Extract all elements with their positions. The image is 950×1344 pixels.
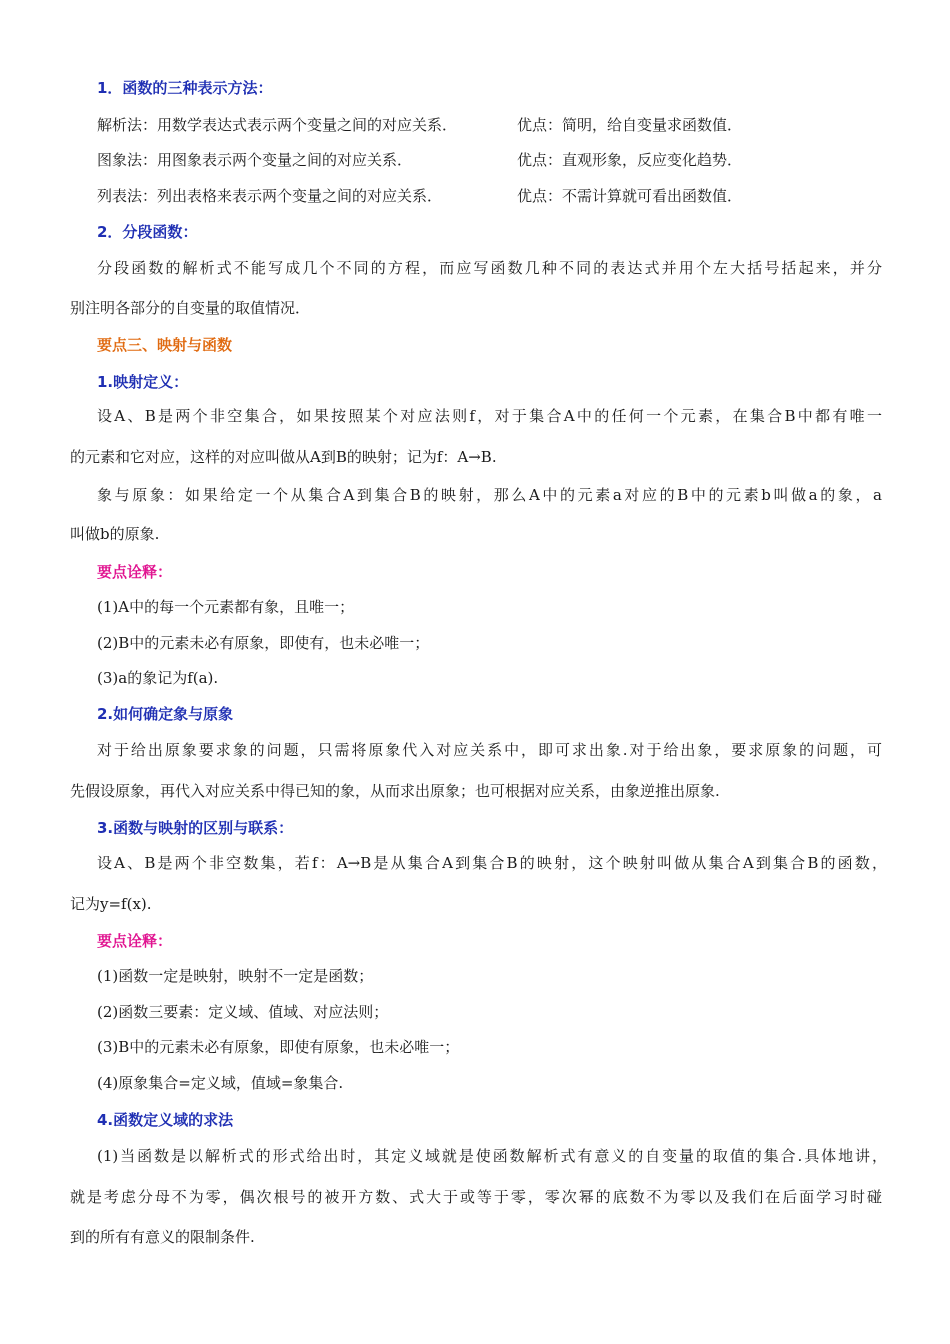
domain-method-line-3: 到的所有有意义的限制条件. <box>70 1228 255 1246</box>
function-mapping-line-2: 记为y=f(x). <box>70 895 152 913</box>
determine-image-heading: 2.如何确定象与原象 <box>97 705 234 723</box>
piecewise-paragraph-line-1: 分段函数的解析式不能写成几个不同的方程，而应写函数几种不同的表达式并用个左大括号括起来，并分 <box>97 259 882 277</box>
function-mapping-line-1: 设A、B是两个非空数集，若f：A→B是从集合A到集合B的映射，这个映射叫做从集合A到集合B的函数， <box>97 854 887 872</box>
mapping-definition-line-2: 的元素和它对应，这样的对应叫做从A到B的映射；记为f：A→B. <box>70 448 497 466</box>
key-point-three-heading: 要点三、映射与函数 <box>97 336 233 354</box>
determine-image-line-2: 先假设原象，再代入对应关系中得已知的象，从而求出原象；也可根据对应关系，由象逆推出原象. <box>70 782 720 800</box>
key-note-2-item-3: (3)B中的元素未必有原象，即使有原象，也未必唯一； <box>97 1038 460 1056</box>
key-note-2-item-2: (2)函数三要素：定义域、值域、对应法则； <box>97 1003 389 1021</box>
key-note-heading-2: 要点诠释： <box>97 932 173 950</box>
domain-method-line-2: 就是考虑分母不为零，偶次根号的被开方数、式大于或等于零，零次幂的底数不为零以及我们在后面学习时碰 <box>70 1188 882 1206</box>
domain-method-line-1: (1)当函数是以解析式的形式给出时，其定义域就是使函数解析式有意义的自变量的取值的集合.具体地讲， <box>97 1147 887 1165</box>
key-note-2-item-4: (4)原象集合=定义域，值域=象集合. <box>97 1074 344 1092</box>
mapping-definition-heading: 1.映射定义： <box>97 373 189 391</box>
method-table: 列表法：列出表格来表示两个变量之间的对应关系． <box>97 187 443 205</box>
method-graph-advantage: 优点：直观形象，反应变化趋势． <box>517 151 743 169</box>
key-note-1-item-1: (1)A中的每一个元素都有象，且唯一； <box>97 598 355 616</box>
domain-method-heading: 4.函数定义域的求法 <box>97 1111 234 1129</box>
determine-image-line-1: 对于给出原象要求象的问题，只需将原象代入对应关系中，即可求出象.对于给出象，要求原象的问题，可 <box>97 741 882 759</box>
mapping-definition-line-1: 设A、B是两个非空集合，如果按照某个对应法则f，对于集合A中的任何一个元素，在集合B中都有唯一 <box>97 407 882 425</box>
method-analytic-advantage: 优点：简明，给自变量求函数值． <box>517 116 743 134</box>
key-note-1-item-3: (3)a的象记为f(a). <box>97 669 219 687</box>
method-table-advantage: 优点：不需计算就可看出函数值． <box>517 187 743 205</box>
image-preimage-line-2: 叫做b的原象. <box>70 525 160 543</box>
method-analytic: 解析法：用数学表达式表示两个变量之间的对应关系． <box>97 116 458 134</box>
key-note-heading-1: 要点诠释： <box>97 563 173 581</box>
image-preimage-line-1: 象与原象：如果给定一个从集合A到集合B的映射，那么A中的元素a对应的B中的元素b叫做a的象，a <box>97 486 882 504</box>
section-title-piecewise: 2．分段函数： <box>97 223 198 241</box>
key-note-1-item-2: (2)B中的元素未必有原象，即使有，也未必唯一； <box>97 634 430 652</box>
method-graph: 图象法：用图象表示两个变量之间的对应关系． <box>97 151 413 169</box>
key-note-2-item-1: (1)函数一定是映射，映射不一定是函数； <box>97 967 374 985</box>
piecewise-paragraph-line-2: 别注明各部分的自变量的取值情况． <box>70 299 311 317</box>
section-title-representation-methods: 1．函数的三种表示方法： <box>97 79 273 97</box>
function-mapping-heading: 3.函数与映射的区别与联系： <box>97 819 294 837</box>
